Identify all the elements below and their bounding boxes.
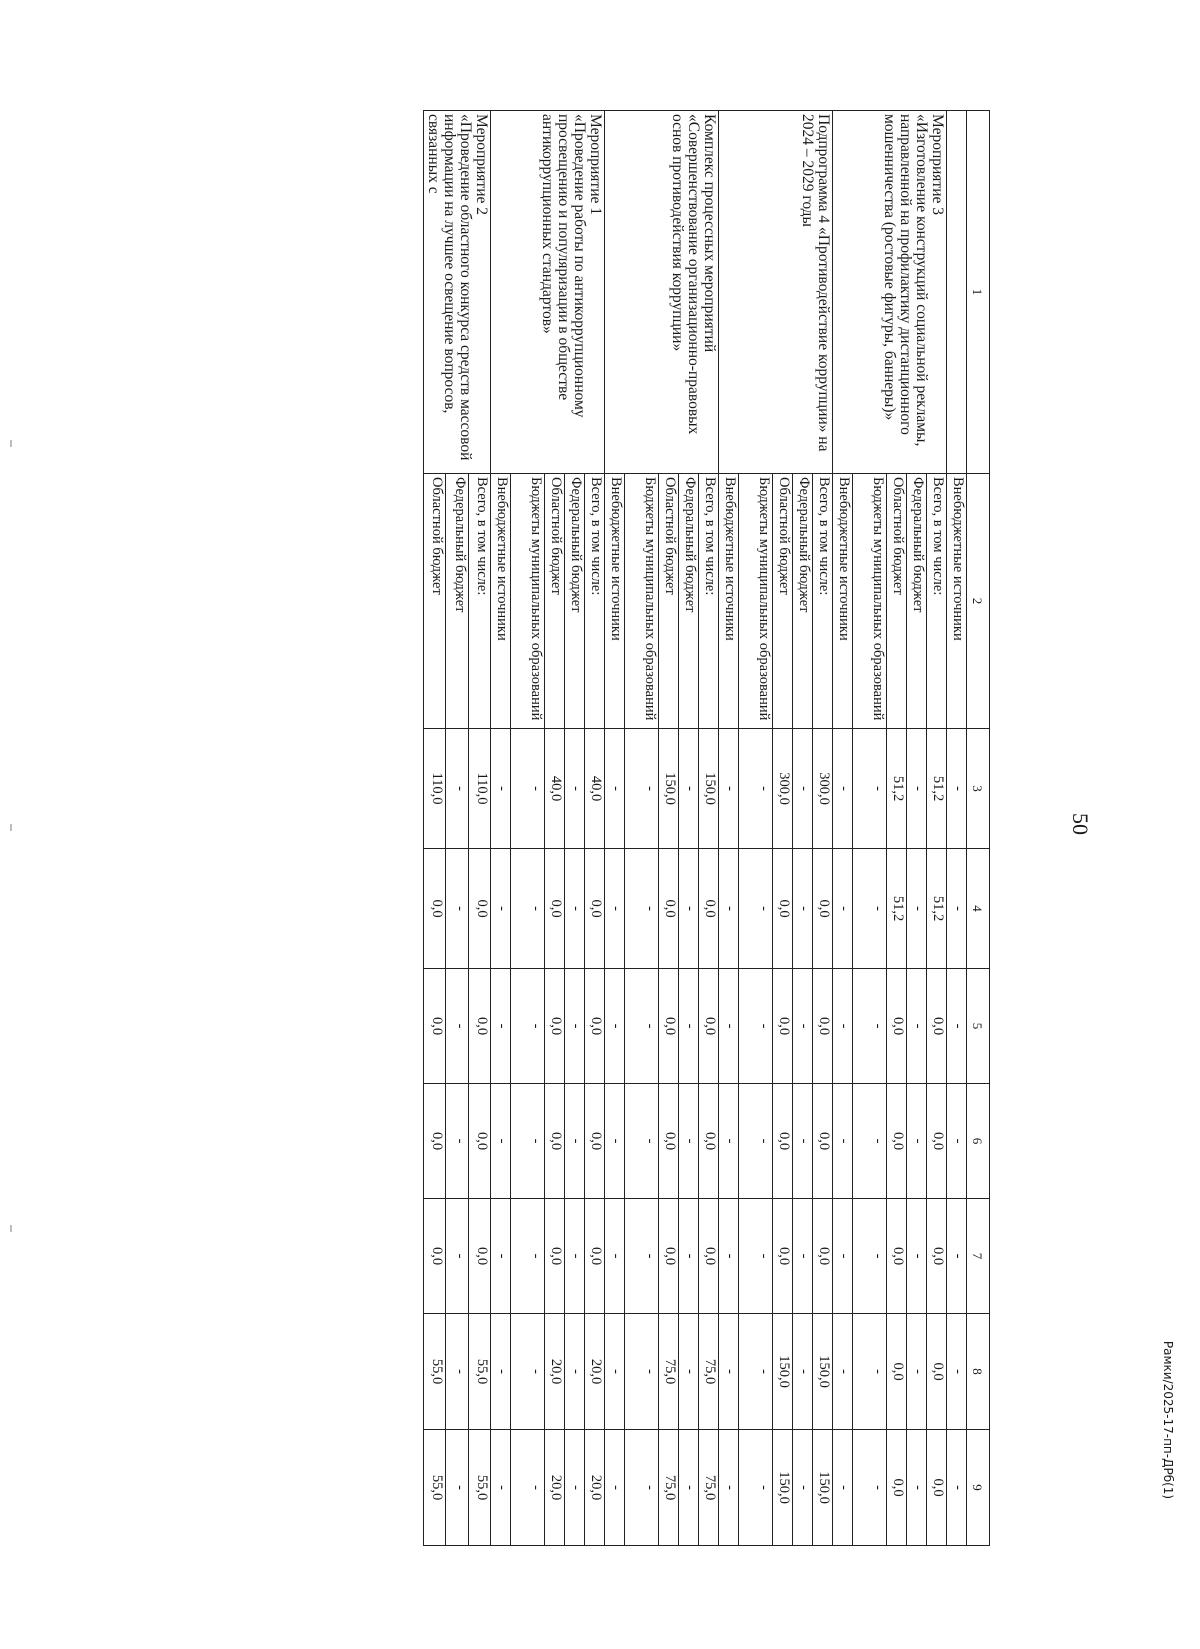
amount-cell: - [446, 729, 468, 849]
amount-cell: - [446, 1199, 468, 1314]
amount-cell: - [679, 729, 699, 849]
amount-cell: - [565, 1314, 585, 1430]
amount-cell: 0,0 [773, 969, 793, 1084]
amount-cell: 0,0 [887, 1430, 907, 1546]
amount-cell: - [739, 729, 773, 849]
amount-cell: - [605, 969, 625, 1084]
amount-cell: - [625, 1084, 659, 1199]
funding-source-cell: Областной бюджет [887, 474, 907, 729]
amount-cell: - [565, 1430, 585, 1546]
amount-cell: - [511, 1430, 545, 1546]
amount-cell: - [446, 1084, 468, 1199]
amount-cell: 110,0 [468, 729, 490, 849]
amount-cell: 150,0 [773, 1430, 793, 1546]
program-name-cell: Комплекс процессных мероприятий «Совершенствование организационно-правовых основ противодействия коррупции» [605, 111, 719, 474]
funding-source-cell: Федеральный бюджет [907, 474, 927, 729]
amount-cell: - [947, 1314, 967, 1430]
amount-cell: - [739, 1314, 773, 1430]
funding-source-cell: Федеральный бюджет [565, 474, 585, 729]
amount-cell: 0,0 [585, 1199, 605, 1314]
amount-cell: - [446, 1430, 468, 1546]
amount-cell: 0,0 [468, 1199, 490, 1314]
amount-cell: 0,0 [545, 1084, 565, 1199]
amount-cell: - [719, 729, 739, 849]
amount-cell: - [793, 729, 813, 849]
amount-cell: 20,0 [585, 1314, 605, 1430]
amount-cell: 75,0 [659, 1430, 679, 1546]
amount-cell: - [739, 969, 773, 1084]
amount-cell: - [833, 1084, 853, 1199]
amount-cell: 0,0 [545, 1199, 565, 1314]
table-row [813, 111, 833, 1546]
amount-cell: 51,2 [927, 849, 947, 969]
header-cell: 3 [967, 729, 990, 849]
header-cell: 6 [967, 1084, 990, 1199]
amount-cell: - [565, 969, 585, 1084]
amount-cell: - [853, 1314, 887, 1430]
document-code: Рамки/2025-17-пп-ДРб(1) [1161, 1340, 1175, 1500]
amount-cell: - [853, 1430, 887, 1546]
amount-cell: 0,0 [424, 849, 446, 969]
funding-source-cell: Федеральный бюджет [446, 474, 468, 729]
amount-cell: - [511, 1084, 545, 1199]
amount-cell: - [605, 1430, 625, 1546]
header-cell: 4 [967, 849, 990, 969]
amount-cell: - [491, 729, 511, 849]
amount-cell: - [511, 729, 545, 849]
amount-cell: - [491, 1314, 511, 1430]
amount-cell: - [947, 1430, 967, 1546]
amount-cell: - [947, 729, 967, 849]
amount-cell: - [719, 1084, 739, 1199]
funding-source-cell: Внебюджетные источники [947, 474, 967, 729]
amount-cell: - [511, 969, 545, 1084]
scan-speck [10, 440, 12, 447]
program-name-cell: Мероприятие 1 «Проведение работы по антикоррупционному просвещению и популяризации в обществе антикоррупционных стандартов» [491, 111, 605, 474]
amount-cell: - [511, 1314, 545, 1430]
amount-cell: 40,0 [545, 729, 565, 849]
amount-cell: - [719, 1430, 739, 1546]
amount-cell: - [625, 1430, 659, 1546]
funding-source-cell: Всего, в том числе: [699, 474, 719, 729]
amount-cell: - [793, 969, 813, 1084]
budget-table [423, 110, 990, 1546]
amount-cell: - [853, 849, 887, 969]
funding-source-cell: Областной бюджет [659, 474, 679, 729]
amount-cell: - [833, 1314, 853, 1430]
amount-cell: 75,0 [699, 1314, 719, 1430]
amount-cell: 110,0 [424, 729, 446, 849]
amount-cell: - [793, 849, 813, 969]
funding-source-cell: Всего, в том числе: [927, 474, 947, 729]
amount-cell: - [679, 1314, 699, 1430]
amount-cell: 75,0 [699, 1430, 719, 1546]
amount-cell: - [719, 969, 739, 1084]
amount-cell: - [625, 969, 659, 1084]
amount-cell: - [739, 1199, 773, 1314]
table-row [947, 111, 967, 1546]
table-row [468, 111, 490, 1546]
amount-cell: - [907, 1084, 927, 1199]
funding-source-cell: Внебюджетные источники [491, 474, 511, 729]
table-row [585, 111, 605, 1546]
amount-cell: 0,0 [585, 1084, 605, 1199]
program-name-cell: Мероприятие 2 «Проведение областного конкурса средств массовой информации на лучшее освещение вопросов, связанных с [424, 111, 491, 474]
amount-cell: 0,0 [424, 1199, 446, 1314]
header-cell: 8 [967, 1314, 990, 1430]
program-name-cell [947, 111, 967, 474]
rotated-table-sheet [110, 110, 990, 1545]
amount-cell: 0,0 [659, 1084, 679, 1199]
amount-cell: - [446, 969, 468, 1084]
amount-cell: - [511, 1199, 545, 1314]
header-cell: 2 [967, 474, 990, 729]
amount-cell: - [947, 1199, 967, 1314]
amount-cell: - [491, 1084, 511, 1199]
table-body [424, 111, 990, 1546]
amount-cell: - [679, 1084, 699, 1199]
amount-cell: - [853, 729, 887, 849]
amount-cell: 51,2 [887, 849, 907, 969]
amount-cell: - [853, 1084, 887, 1199]
amount-cell: - [907, 849, 927, 969]
table-row [927, 111, 947, 1546]
amount-cell: 0,0 [927, 1430, 947, 1546]
scan-speck [10, 1225, 12, 1232]
amount-cell: - [719, 849, 739, 969]
amount-cell: - [739, 1084, 773, 1199]
amount-cell: 0,0 [545, 849, 565, 969]
amount-cell: 300,0 [813, 729, 833, 849]
funding-source-cell: Бюджеты муниципальных образований [739, 474, 773, 729]
amount-cell: 0,0 [927, 1314, 947, 1430]
amount-cell: - [719, 1314, 739, 1430]
amount-cell: 0,0 [887, 969, 907, 1084]
amount-cell: - [907, 1199, 927, 1314]
amount-cell: - [511, 849, 545, 969]
header-cell: 7 [967, 1199, 990, 1314]
funding-source-cell: Областной бюджет [773, 474, 793, 729]
amount-cell: - [679, 1199, 699, 1314]
amount-cell: - [605, 1084, 625, 1199]
amount-cell: 0,0 [773, 1084, 793, 1199]
amount-cell: - [679, 1430, 699, 1546]
amount-cell: 0,0 [659, 1199, 679, 1314]
amount-cell: - [565, 1199, 585, 1314]
header-row [967, 111, 990, 1546]
amount-cell: - [833, 1199, 853, 1314]
amount-cell: - [491, 1199, 511, 1314]
amount-cell: 0,0 [585, 969, 605, 1084]
amount-cell: - [907, 1430, 927, 1546]
funding-source-cell: Всего, в том числе: [468, 474, 490, 729]
amount-cell: 0,0 [585, 849, 605, 969]
header-cell: 9 [967, 1430, 990, 1546]
amount-cell: - [793, 1199, 813, 1314]
amount-cell: - [739, 1430, 773, 1546]
funding-source-cell: Бюджеты муниципальных образований [511, 474, 545, 729]
amount-cell: - [491, 849, 511, 969]
scan-speck [10, 824, 12, 831]
amount-cell: 75,0 [659, 1314, 679, 1430]
amount-cell: - [833, 729, 853, 849]
amount-cell: 0,0 [927, 1084, 947, 1199]
amount-cell: 0,0 [468, 849, 490, 969]
funding-source-cell: Внебюджетные источники [833, 474, 853, 729]
amount-cell: - [907, 1314, 927, 1430]
amount-cell: - [491, 1430, 511, 1546]
amount-cell: - [947, 849, 967, 969]
amount-cell: 0,0 [424, 1084, 446, 1199]
funding-source-cell: Федеральный бюджет [679, 474, 699, 729]
amount-cell: - [491, 969, 511, 1084]
amount-cell: 0,0 [813, 1199, 833, 1314]
amount-cell: - [853, 969, 887, 1084]
header-cell: 1 [967, 111, 990, 474]
amount-cell: - [446, 849, 468, 969]
amount-cell: 55,0 [424, 1314, 446, 1430]
amount-cell: 0,0 [813, 969, 833, 1084]
amount-cell: - [907, 729, 927, 849]
amount-cell: - [605, 849, 625, 969]
funding-source-cell: Бюджеты муниципальных образований [625, 474, 659, 729]
amount-cell: 150,0 [699, 729, 719, 849]
amount-cell: 0,0 [545, 969, 565, 1084]
amount-cell: 51,2 [927, 729, 947, 849]
header-cell: 5 [967, 969, 990, 1084]
amount-cell: - [679, 969, 699, 1084]
amount-cell: 51,2 [887, 729, 907, 849]
amount-cell: - [605, 1314, 625, 1430]
amount-cell: 0,0 [813, 849, 833, 969]
amount-cell: 0,0 [813, 1084, 833, 1199]
amount-cell: 0,0 [699, 849, 719, 969]
amount-cell: - [446, 1314, 468, 1430]
amount-cell: 150,0 [659, 729, 679, 849]
amount-cell: - [833, 1430, 853, 1546]
amount-cell: - [793, 1314, 813, 1430]
amount-cell: 20,0 [545, 1430, 565, 1546]
funding-source-cell: Внебюджетные источники [719, 474, 739, 729]
amount-cell: - [947, 969, 967, 1084]
amount-cell: - [833, 849, 853, 969]
program-name-cell: Мероприятие 3 «Изготовление конструкций социальной рекламы, направленной на профилактику дистанционного мошенничества (ростовые фигуры, баннеры)» [833, 111, 947, 474]
amount-cell: 150,0 [813, 1314, 833, 1430]
amount-cell: - [625, 729, 659, 849]
amount-cell: 150,0 [773, 1314, 793, 1430]
amount-cell: 55,0 [468, 1314, 490, 1430]
amount-cell: 55,0 [424, 1430, 446, 1546]
funding-source-cell: Федеральный бюджет [793, 474, 813, 729]
amount-cell: - [565, 849, 585, 969]
funding-source-cell: Всего, в том числе: [585, 474, 605, 729]
table-row [699, 111, 719, 1546]
amount-cell: - [625, 1314, 659, 1430]
amount-cell: 0,0 [887, 1199, 907, 1314]
amount-cell: - [833, 969, 853, 1084]
amount-cell: 20,0 [545, 1314, 565, 1430]
amount-cell: 0,0 [773, 1199, 793, 1314]
amount-cell: - [793, 1430, 813, 1546]
amount-cell: 0,0 [424, 969, 446, 1084]
page-number: 50 [1068, 813, 1093, 835]
funding-source-cell: Областной бюджет [424, 474, 446, 729]
amount-cell: - [907, 969, 927, 1084]
amount-cell: 20,0 [585, 1430, 605, 1546]
amount-cell: 0,0 [468, 969, 490, 1084]
amount-cell: 0,0 [699, 1199, 719, 1314]
amount-cell: - [605, 729, 625, 849]
amount-cell: 55,0 [468, 1430, 490, 1546]
amount-cell: 150,0 [813, 1430, 833, 1546]
amount-cell: - [605, 1199, 625, 1314]
amount-cell: 0,0 [887, 1314, 907, 1430]
funding-source-cell: Внебюджетные источники [605, 474, 625, 729]
amount-cell: 0,0 [927, 969, 947, 1084]
amount-cell: 0,0 [468, 1084, 490, 1199]
amount-cell: - [625, 1199, 659, 1314]
amount-cell: 0,0 [887, 1084, 907, 1199]
funding-source-cell: Бюджеты муниципальных образований [853, 474, 887, 729]
funding-source-cell: Всего, в том числе: [813, 474, 833, 729]
amount-cell: 40,0 [585, 729, 605, 849]
amount-cell: - [679, 849, 699, 969]
amount-cell: - [565, 1084, 585, 1199]
amount-cell: 0,0 [773, 849, 793, 969]
amount-cell: 0,0 [699, 969, 719, 1084]
amount-cell: - [853, 1199, 887, 1314]
amount-cell: 0,0 [699, 1084, 719, 1199]
amount-cell: 0,0 [659, 969, 679, 1084]
amount-cell: 0,0 [927, 1199, 947, 1314]
amount-cell: - [947, 1084, 967, 1199]
amount-cell: - [719, 1199, 739, 1314]
funding-source-cell: Областной бюджет [545, 474, 565, 729]
amount-cell: - [793, 1084, 813, 1199]
amount-cell: - [739, 849, 773, 969]
amount-cell: 0,0 [659, 849, 679, 969]
program-name-cell: Подпрограмма 4 «Противодействие коррупции» на 2024 – 2029 годы [719, 111, 833, 474]
amount-cell: - [625, 849, 659, 969]
amount-cell: 300,0 [773, 729, 793, 849]
amount-cell: - [565, 729, 585, 849]
